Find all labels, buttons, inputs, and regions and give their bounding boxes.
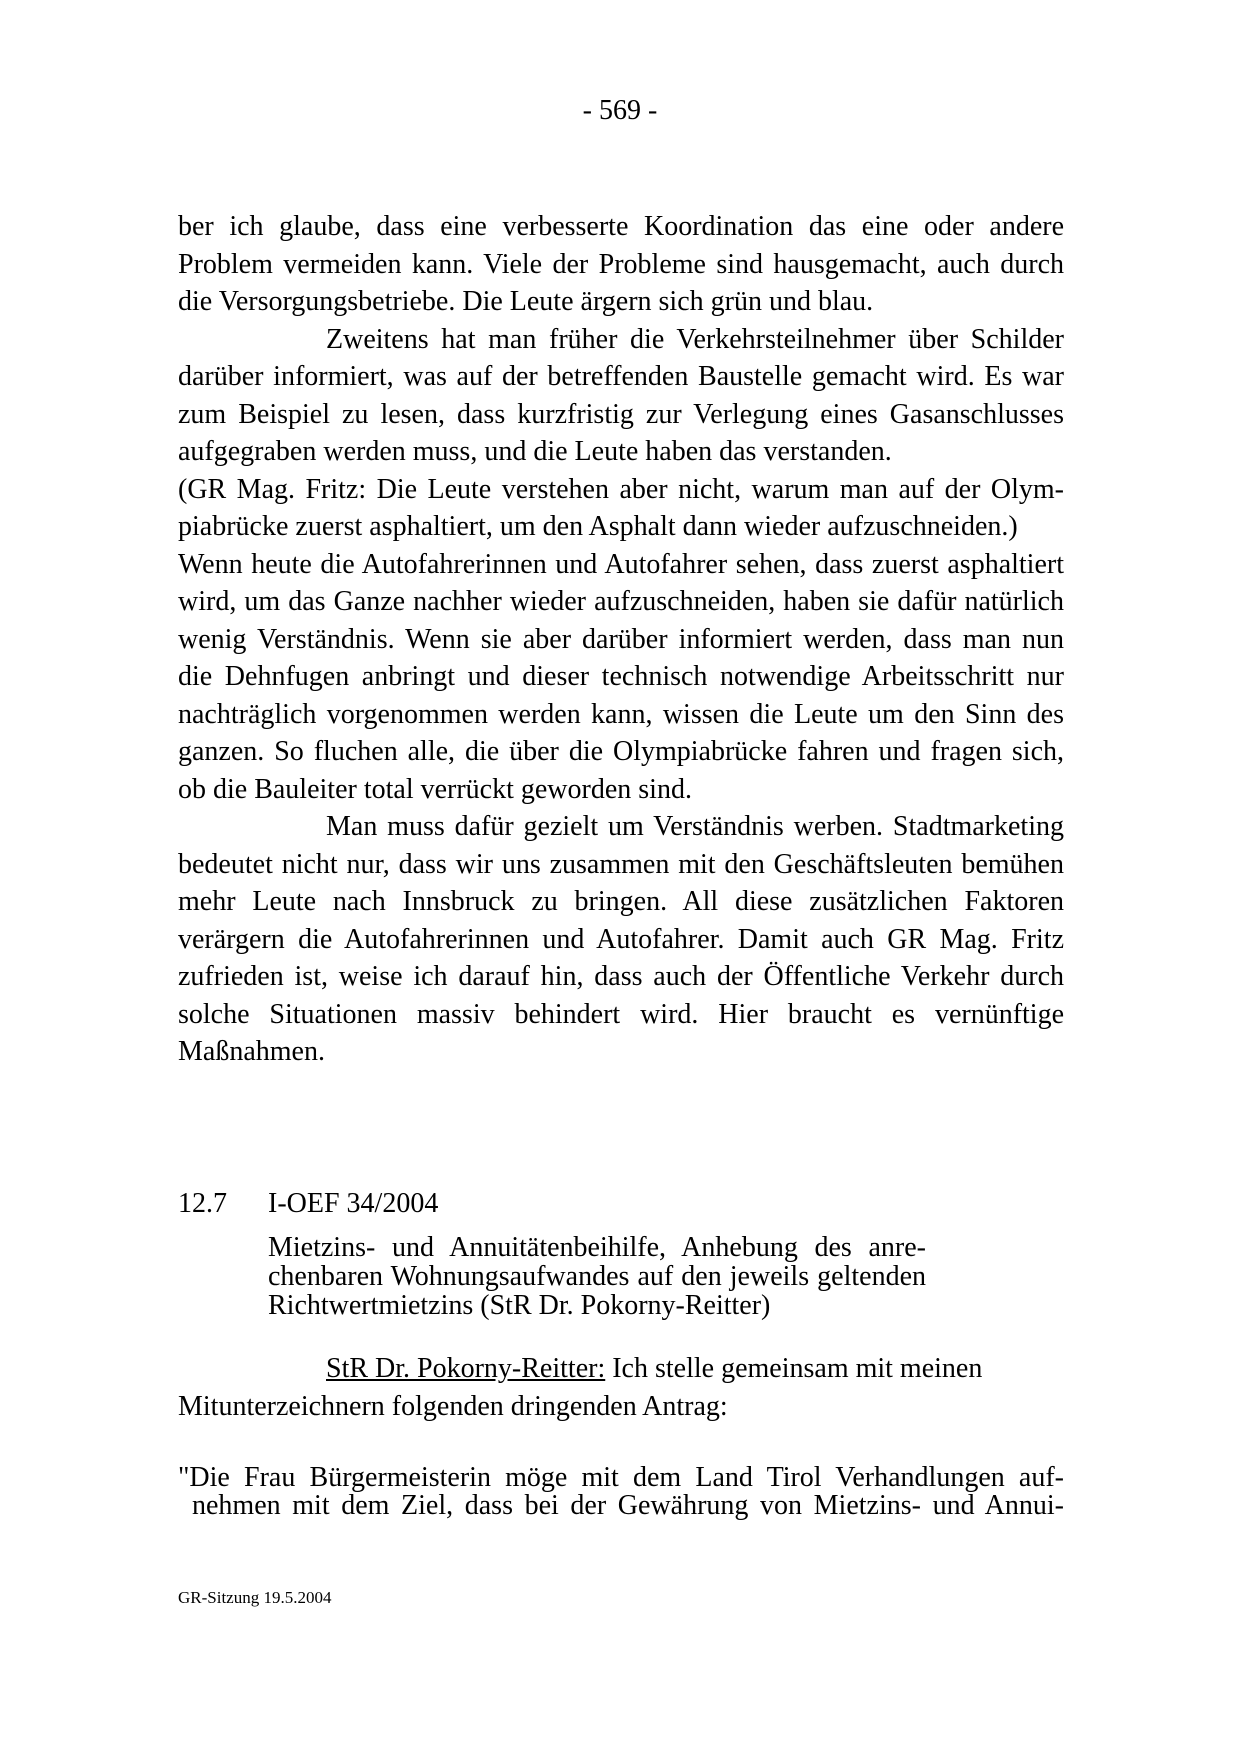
agenda-item-subject: Mietzins- und Annuitätenbeihilfe, Anhebung des anrechenbaren Wohnungsaufwandes auf den jeweils geltenden Richtwertmietzins (StR Dr. Pokorny-Reitter) [268, 1232, 926, 1321]
agenda-item-number: 12.7 [178, 1188, 227, 1219]
paragraph-1: ber ich glaube, dass eine verbesserte Koordination das eine oder andere Problem vermeiden kann. Viele der Probleme sind hausgemacht, auch durch die Versorgungsbetriebe. Die Leute ärgern sich grün und blau. [178, 211, 1064, 317]
agenda-item-header [178, 1187, 1064, 1221]
motion-intro-first: Ich stelle gemeinsam mit meinen [612, 1353, 983, 1384]
quote-line-2: nehmen mit dem Ziel, dass bei der Gewährung von Mietzins- und Annui- [192, 1490, 1064, 1521]
agenda-item-code: I-OEF 34/2004 [268, 1188, 439, 1219]
motion-first-line [178, 1350, 1064, 1388]
interjection: (GR Mag. Fritz: Die Leute verstehen aber nicht, warum man auf der Olympiabrücke zuerst asphaltiert, um den Asphalt dann wieder aufzuschneiden.) [178, 473, 1064, 542]
footer-session: GR-Sitzung 19.5.2004 [178, 1588, 332, 1607]
agenda-item [178, 1187, 1064, 1321]
paragraph-2: Zweitens hat man früher die Verkehrsteilnehmer über Schilder darüber informiert, was auf der betreffenden Baustelle gemacht wird. Es war zum Beispiel zu lesen, dass kurzfristig zur Verlegung eines Gasanschlusses aufgegraben werden muss, und die Leute haben das verstanden. [178, 323, 1064, 467]
page-number: - 569 - [582, 95, 658, 126]
paragraph-4: Wenn heute die Autofahrerinnen und Autofahrer sehen, dass zuerst asphaltiert wird, um das Ganze nachher wieder aufzuschneiden, haben sie dafür natürlich wenig Verständnis. Wenn sie aber darüber informiert werden, dass man nun die Dehnfugen anbringt und dieser technisch notwendige Arbeitsschritt nur nachträglich vorgenommen werden kann, wissen die Leute um den Sinn des ganzen. So fluchen alle, die über die Olympiabrücke fahren und fragen sich, ob die Bauleiter total verrückt geworden sind. [178, 548, 1064, 805]
speaker-name: StR Dr. Pokorny-Reitter: [326, 1353, 606, 1384]
motion-intro-second: Mitunterzeichnern folgenden dringenden Antrag: [178, 1390, 728, 1422]
speech-text [178, 208, 1064, 1071]
motion-intro [178, 1350, 1064, 1425]
motion-quote [178, 1464, 1064, 1520]
paragraph-5: Man muss dafür gezielt um Verständnis werben. Stadtmarketing bedeutet nicht nur, dass wir uns zusammen mit den Geschäftsleuten bemühen mehr Leute nach Innsbruck zu bringen. All diese zusätzlichen Faktoren verärgern die Autofahrerinnen und Autofahrer. Damit auch GR Mag. Fritz zufrieden ist, weise ich darauf hin, dass auch der Öffentliche Verkehr durch solche Situationen massiv behindert wird. Hier braucht es vernünftige Maßnahmen. [178, 811, 1064, 1067]
quote-line-1: "Die Frau Bürgermeisterin möge mit dem Land Tirol Verhandlungen auf- [178, 1462, 1064, 1493]
